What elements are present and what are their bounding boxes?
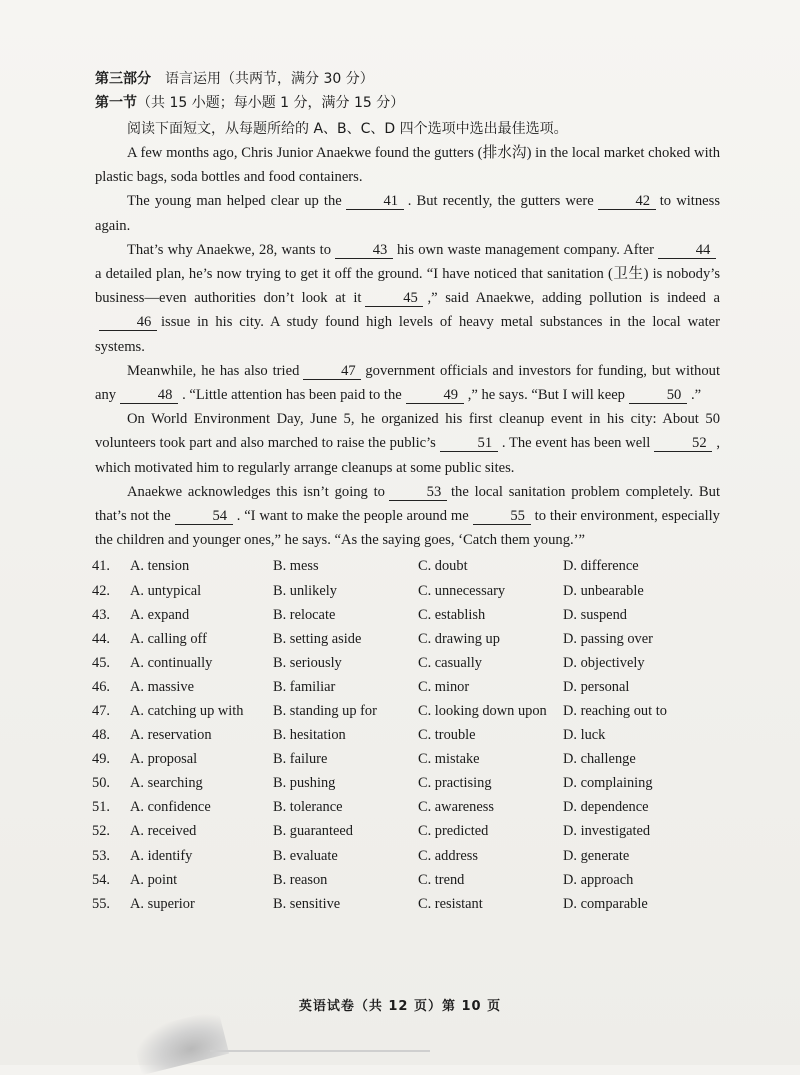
option-a: A. continually [130,654,213,671]
question-number: 45. [92,654,110,671]
option-b: B. relocate [273,606,336,623]
option-c: C. minor [418,678,470,695]
question-number: 42. [92,582,110,599]
section-description: （共 15 小题；每小题 1 分，满分 15 分） [137,95,405,111]
option-a: A. confidence [130,799,211,816]
passage-text: to witness again. [95,193,720,234]
option-d: D. passing over [563,630,653,647]
option-c: C. establish [418,606,486,623]
question-number: 51. [92,799,110,816]
question-number: 47. [92,703,110,720]
option-row [92,699,720,723]
passage-text: . “Little attention has been paid to the [182,387,402,404]
option-row [92,554,720,578]
question-number: 48. [92,727,110,744]
option-b: B. hesitation [273,727,346,744]
blank-53: 53 [389,484,447,501]
option-c: C. predicted [418,823,489,840]
option-c: C. practising [418,775,492,792]
option-b: B. reason [273,871,328,888]
option-a: A. expand [130,606,190,623]
passage-paragraph [95,238,720,359]
scan-shadow [131,1010,229,1075]
instruction-text: 阅读下面短文，从每题所给的 A、B、C、D 四个选项中选出最佳选项。 [127,121,568,137]
passage-text: . The event has been well [501,435,651,452]
option-d: D. reaching out to [563,703,667,720]
part-description: 语言运用（共两节，满分 30 分） [165,71,374,87]
option-d: D. unbearable [563,582,644,599]
question-number: 50. [92,775,110,792]
option-b: B. guaranteed [273,823,353,840]
option-c: C. resistant [418,895,483,912]
passage-text: That’s why Anaekwe, 28, wants to [127,241,332,258]
option-d: D. generate [563,847,630,864]
passage-paragraph [95,480,720,553]
passage-paragraph [95,359,720,407]
option-row [92,627,720,651]
option-c: C. casually [418,654,482,671]
passage-text: a detailed plan, he’s now trying to get it off the ground. “I have noticed that sanitation (卫生) is nobody’s business—even authorities don’t look at it [95,266,720,307]
blank-49: 49 [406,387,464,404]
option-row [92,675,720,699]
option-row [92,771,720,795]
option-c: C. mistake [418,751,480,768]
option-c: C. doubt [418,558,468,575]
page-content [92,68,721,916]
question-number: 52. [92,823,110,840]
passage-text: .” [690,387,702,404]
option-b: B. sensitive [273,895,341,912]
option-c: C. trend [418,871,465,888]
option-d: D. approach [563,871,634,888]
passage-text: . “I want to make the people around me [236,508,469,525]
passage-text: Anaekwe acknowledges this isn’t going to [127,483,385,500]
option-b: B. tolerance [273,799,343,816]
option-row [92,819,720,843]
option-a: A. point [130,871,178,888]
passage-text: his own waste management company. After [397,241,654,258]
option-d: D. luck [563,727,606,744]
option-a: A. untypical [130,582,202,599]
option-a: A. massive [130,678,194,695]
question-number: 53. [92,847,110,864]
option-c: C. trouble [418,727,476,744]
blank-50: 50 [629,387,687,404]
blank-51: 51 [440,435,498,452]
option-b: B. pushing [273,775,336,792]
question-number: 44. [92,630,110,647]
option-d: D. dependence [563,799,649,816]
blank-55: 55 [473,508,531,525]
blank-42: 42 [598,193,656,210]
option-b: B. seriously [273,654,342,671]
blank-52: 52 [654,435,712,452]
blank-48: 48 [120,387,178,404]
option-b: B. mess [273,558,319,575]
section-label: 第一节 [95,95,137,111]
option-a: A. identify [130,847,193,864]
passage-text: Meanwhile, he has also tried [127,362,300,379]
part-heading [95,68,720,88]
option-b: B. standing up for [273,703,377,720]
question-number: 46. [92,678,110,695]
passage-text: The young man helped clear up the [127,193,342,210]
option-b: B. unlikely [273,582,337,599]
option-row [92,723,720,747]
blank-41: 41 [346,193,404,210]
option-a: A. received [130,823,197,840]
option-a: A. superior [130,895,195,912]
blank-54: 54 [175,508,233,525]
passage-text: ,” he says. “But I will keep [467,387,625,404]
answer-options-list [92,554,720,915]
blank-45: 45 [365,290,423,307]
option-d: D. comparable [563,895,648,912]
question-number: 54. [92,871,110,888]
blank-43: 43 [335,242,393,259]
option-row [92,747,720,771]
passage-text: . But recently, the gutters were [407,193,594,210]
option-b: B. setting aside [273,630,362,647]
question-number: 43. [92,606,110,623]
passage-text: , which motivated him to regularly arrange cleanups at some public sites. [95,435,720,476]
scan-edge-line [210,1050,430,1052]
passage-text: government officials and investors for funding, but without any [95,362,720,404]
option-d: D. difference [563,558,639,575]
option-d: D. personal [563,678,630,695]
question-number: 41. [92,558,110,575]
passage-paragraph [95,141,720,189]
section-heading [95,92,720,112]
passage-paragraph [95,407,720,480]
option-c: C. address [418,847,478,864]
option-a: A. proposal [130,751,198,768]
option-d: D. challenge [563,751,636,768]
option-row [92,795,720,819]
page-footer: 英语试卷（共 12 页）第 10 页 [298,999,502,1014]
option-d: D. objectively [563,654,645,671]
option-a: A. catching up with [130,703,244,720]
passage-text: A few months ago, Chris Junior Anaekwe found the gutters (排水沟) in the local market choked with plastic bags, soda bottles and food containers. [95,145,720,186]
option-row [92,603,720,627]
blank-47: 47 [303,363,361,380]
option-d: D. complaining [563,775,653,792]
option-c: C. unnecessary [418,582,506,599]
option-c: C. drawing up [418,630,500,647]
option-a: A. reservation [130,727,212,744]
part-label: 第三部分 [95,71,151,87]
blank-46: 46 [99,314,157,331]
option-a: A. searching [130,775,203,792]
option-row [92,651,720,675]
option-b: B. failure [273,751,328,768]
option-row [92,892,720,916]
passage-paragraph [95,189,720,237]
passage-text: the local sanitation problem completely. But that’s not the [95,483,720,525]
question-number: 55. [92,895,110,912]
option-c: C. looking down upon [418,703,547,720]
passage-text: On World Environment Day, June 5, he organized his first cleanup event in his city: About 50 volunteers took part and also marched to raise the public’s [95,411,720,452]
option-row [92,868,720,892]
question-number: 49. [92,751,110,768]
passage-text: issue in his city. A study found high levels of heavy metal substances in the local water systems. [95,314,720,355]
option-d: D. investigated [563,823,651,840]
blank-44: 44 [658,242,716,259]
option-row [92,844,720,868]
option-row [92,579,720,603]
option-d: D. suspend [563,606,627,623]
option-b: B. evaluate [273,847,338,864]
passage-text: to their environment, especially the children and younger ones,” he says. “As the saying goes, ‘Catch them young.’” [95,508,720,549]
passage-text: ,” said Anaekwe, adding pollution is indeed a [427,290,721,307]
option-a: A. tension [130,558,190,575]
option-b: B. familiar [273,678,336,695]
cloze-passage [95,141,720,552]
option-a: A. calling off [130,630,207,647]
option-c: C. awareness [418,799,494,816]
